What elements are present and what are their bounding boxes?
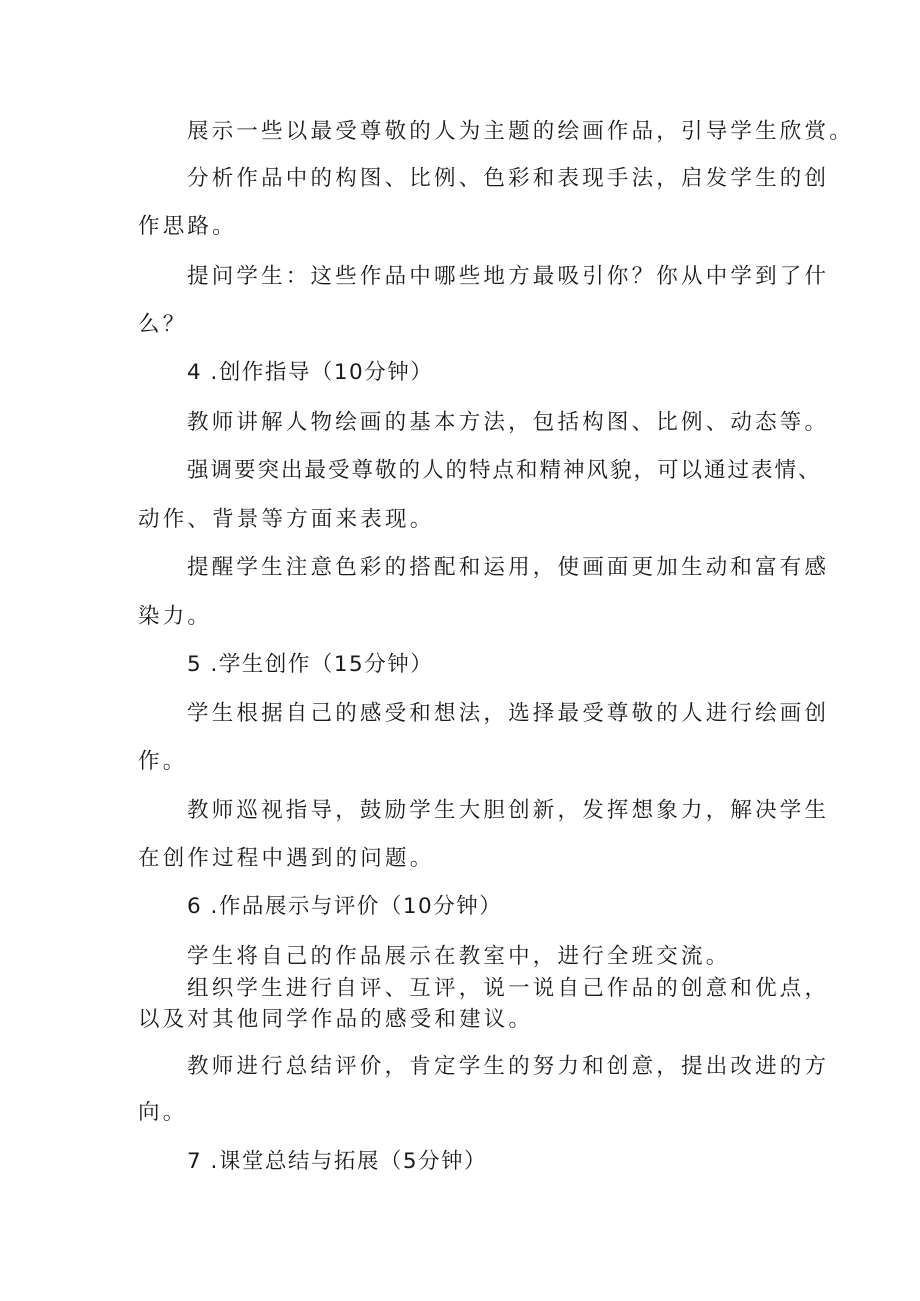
- paragraph-line: 提问学生：这些作品中哪些地方最吸引你？你从中学到了什: [187, 264, 830, 289]
- section-heading-4: 4 .创作指导（10分钟）: [187, 360, 434, 385]
- paragraph-line: 在创作过程中遇到的问题。: [138, 846, 435, 871]
- paragraph-line: 组织学生进行自评、互评，说一说自己作品的创意和优点，: [187, 976, 830, 1001]
- paragraph-line: 染力。: [138, 604, 213, 629]
- paragraph-line: 以及对其他同学作品的感受和建议。: [138, 1007, 534, 1032]
- paragraph-line: 提醒学生注意色彩的搭配和运用，使画面更加生动和富有感: [187, 555, 830, 580]
- section-heading-7: 7 .课堂总结与拓展（5分钟）: [187, 1149, 488, 1174]
- paragraph-line: 教师巡视指导，鼓励学生大胆创新，发挥想象力，解决学生: [187, 798, 830, 823]
- paragraph-line: 动作、背景等方面来表现。: [138, 507, 435, 532]
- paragraph-line: 分析作品中的构图、比例、色彩和表现手法，启发学生的创: [187, 166, 830, 191]
- paragraph-line: 教师讲解人物绘画的基本方法，包括构图、比例、动态等。: [187, 410, 830, 435]
- paragraph-line: 向。: [138, 1100, 188, 1125]
- paragraph-line: 强调要突出最受尊敬的人的特点和精神风貌，可以通过表情、: [187, 458, 822, 483]
- paragraph-line: 展示一些以最受尊敬的人为主题的绘画作品，引导学生欣赏。: [187, 119, 854, 144]
- paragraph-line: 学生将自己的作品展示在教室中，进行全班交流。: [187, 944, 731, 969]
- paragraph-line: 作。: [138, 749, 188, 774]
- section-heading-6: 6 .作品展示与评价（10分钟）: [187, 894, 503, 919]
- paragraph-line: 教师进行总结评价，肯定学生的努力和创意，提出改进的方: [187, 1054, 830, 1079]
- paragraph-line: 作思路。: [138, 214, 237, 239]
- section-heading-5: 5 .学生创作（15分钟）: [187, 652, 434, 677]
- paragraph-line: 学生根据自己的感受和想法，选择最受尊敬的人进行绘画创: [187, 701, 830, 726]
- paragraph-line: 么？: [138, 312, 188, 337]
